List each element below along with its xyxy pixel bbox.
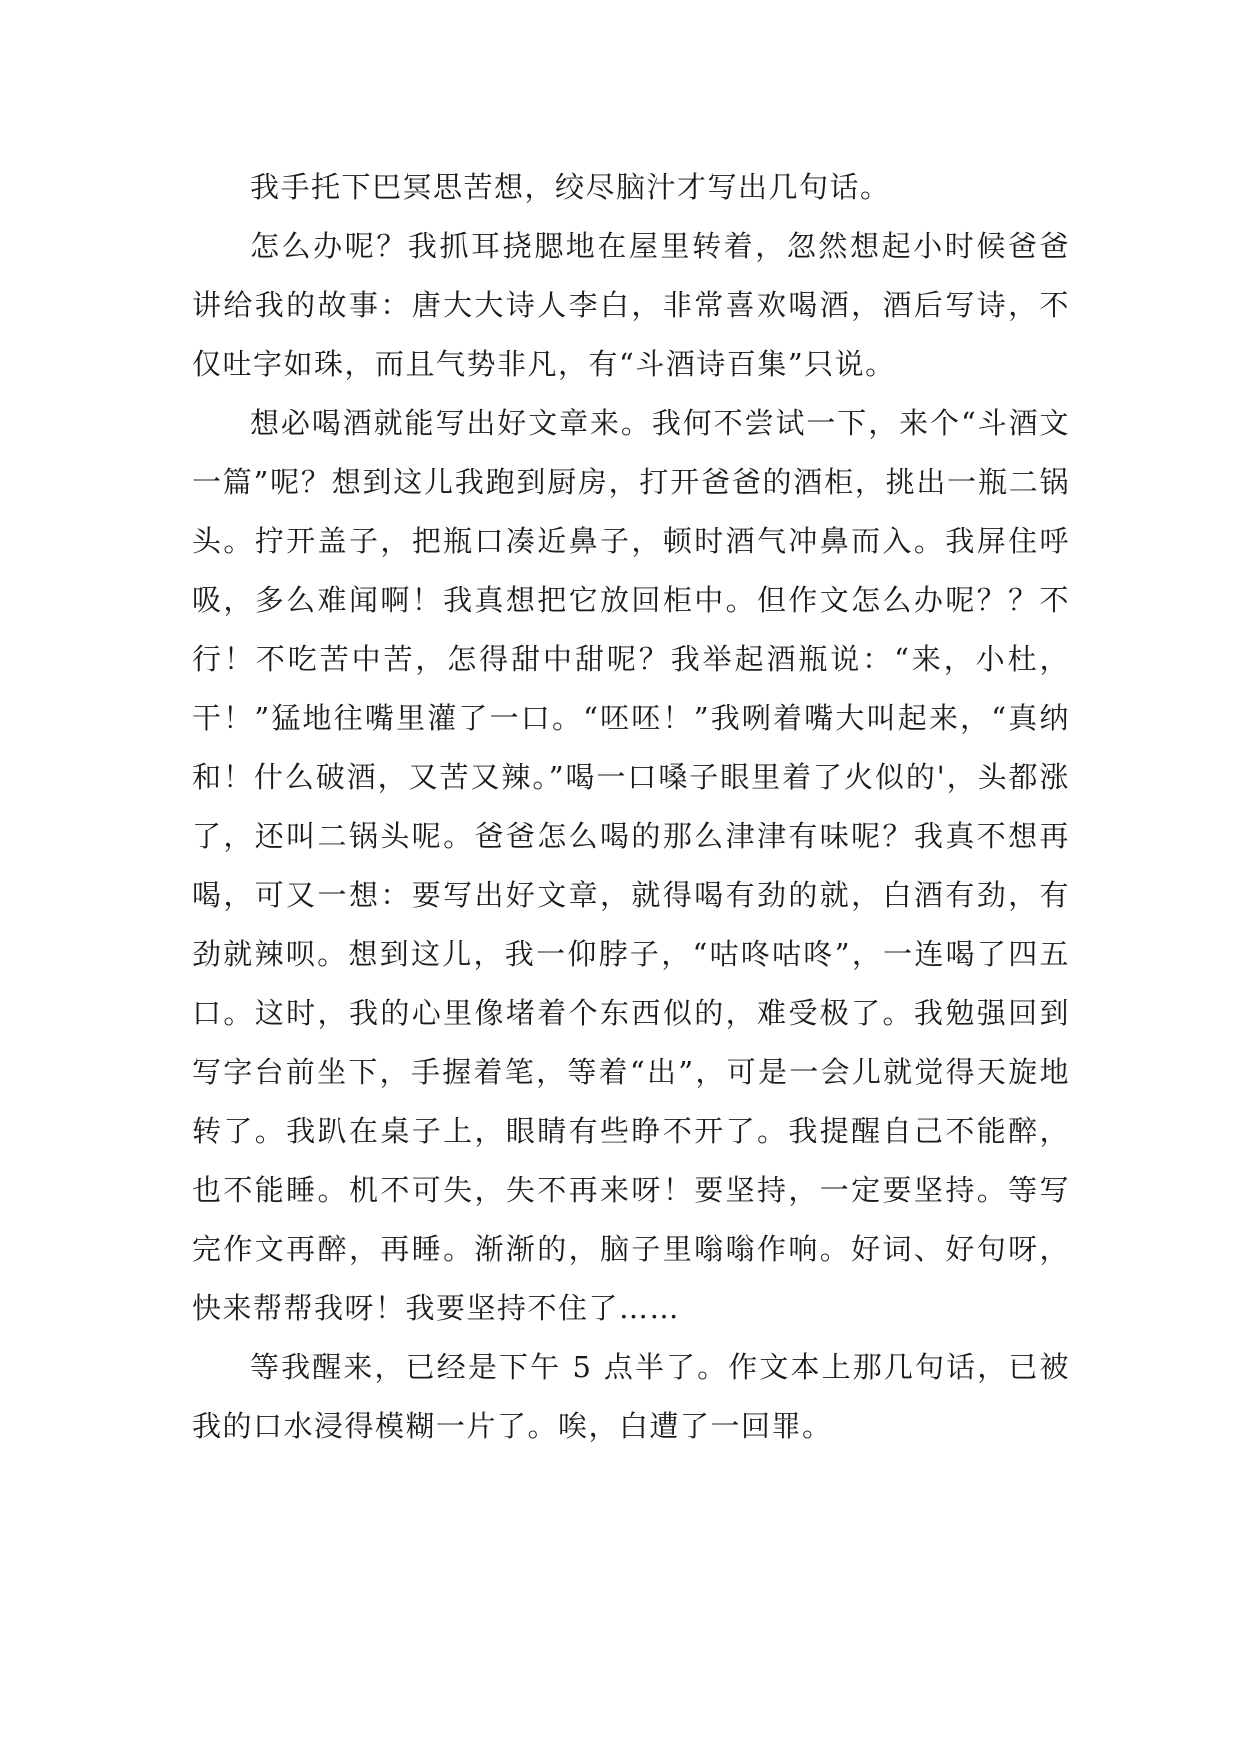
paragraph-2: 怎么办呢？我抓耳挠腮地在屋里转着，忽然想起小时候爸爸讲给我的故事：唐大大诗人李白，非常喜欢喝酒，酒后写诗，不仅吐字如珠，而且气势非凡，有“斗酒诗百集”只说。	[192, 229, 1070, 381]
paragraph-4: 等我醒来，已经是下午 5 点半了。作文本上那几句话，已被我的口水浸得模糊一片了。唉，白遭了一回罪。	[192, 1350, 1070, 1443]
paragraph-3: 想必喝酒就能写出好文章来。我何不尝试一下，来个“斗酒文一篇”呢？想到这儿我跑到厨房，打开爸爸的酒柜，挑出一瓶二锅头。拧开盖子，把瓶口凑近鼻子，顿时酒气冲鼻而入。我屏住呼吸，多么难闻啊！我真想把它放回柜中。但作文怎么办呢？？不行！不吃苦中苦，怎得甜中甜呢？我举起酒瓶说：“来，小杜，干！”猛地往嘴里灌了一口。“呸呸！”我咧着嘴大叫起来，“真纳和！什么破酒，又苦又辣。”喝一口嗓子眼里着了火似的'，头都涨了，还叫二锅头呢。爸爸怎么喝的那么津津有味呢？我真不想再喝，可又一想：要写出好文章，就得喝有劲的就，白酒有劲，有劲就辣呗。想到这儿，我一仰脖子，“咕咚咕咚”，一连喝了四五口。这时，我的心里像堵着个东西似的，难受极了。我勉强回到写字台前坐下，手握着笔，等着“出”，可是一会儿就觉得天旋地转了。我趴在桌子上，眼睛有些睁不开了。我提醒自己不能醉，也不能睡。机不可失，失不再来呀！要坚持，一定要坚持。等写完作文再醉，再睡。渐渐的，脑子里嗡嗡作响。好词、好句呀，快来帮帮我呀！我要坚持不住了……	[192, 406, 1070, 1325]
paragraph-1: 我手托下巴冥思苦想，绞尽脑汁才写出几句话。	[250, 170, 891, 204]
document-body	[192, 158, 1070, 1456]
